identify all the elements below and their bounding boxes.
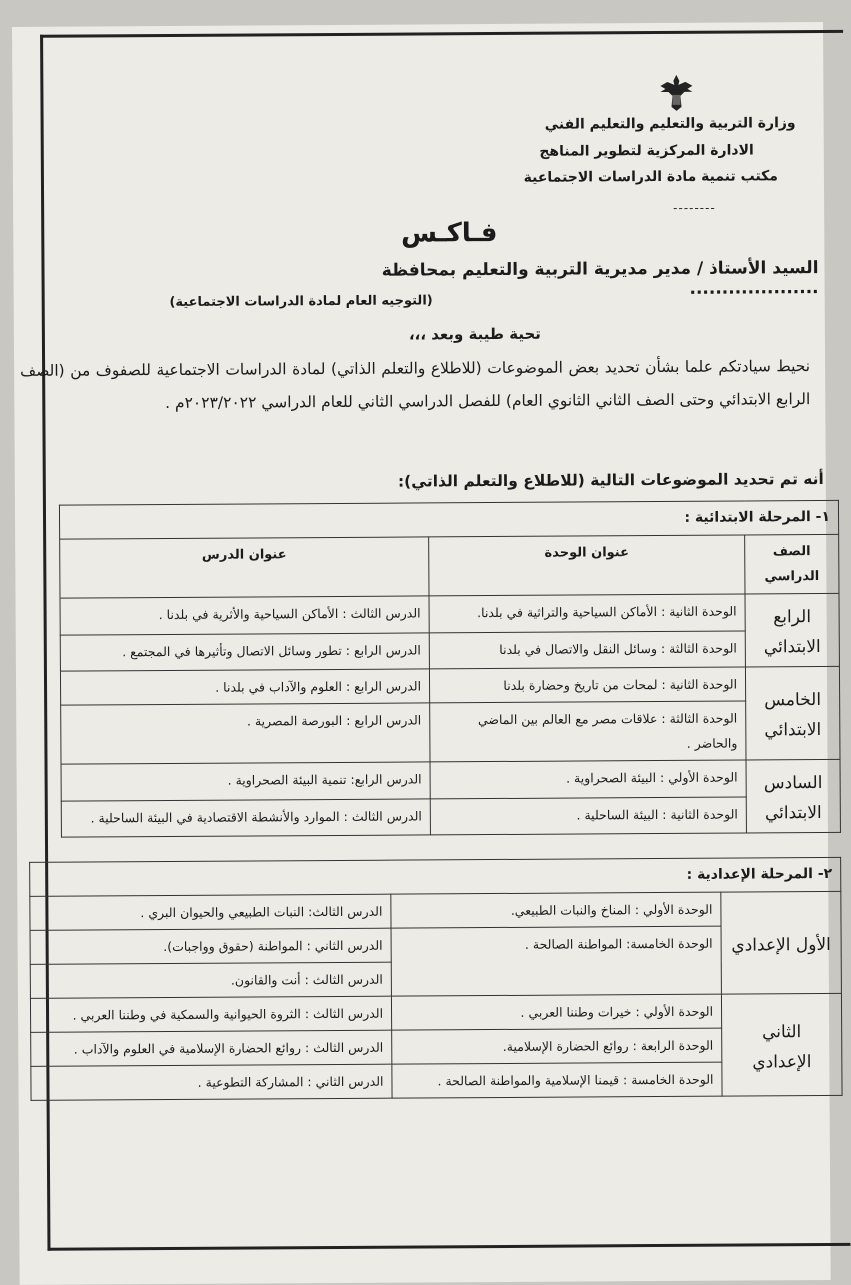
grade-cell: الرابع الابتدائي	[745, 593, 839, 667]
directorate-line: (التوجيه العام لمادة الدراسات الاجتماعية)	[169, 293, 433, 310]
lesson-cell: الدرس الثاني : المواطنة (حقوق وواجبات).	[30, 928, 391, 964]
document-sheet	[12, 22, 831, 1285]
grade-cell: الخامس الابتدائي	[745, 666, 840, 760]
unit-cell: الوحدة الثالثة : وسائل النقل والاتصال في بلدنا	[429, 630, 745, 668]
unit-cell: الوحدة الخامسة: المواطنة الصالحة .	[391, 926, 721, 996]
unit-cell: الوحدة الأولي : خيرات وطننا العربي .	[391, 994, 721, 1030]
lesson-cell: الدرس الثالث : روائع الحضارة الإسلامية في العلوم والآداب .	[31, 1030, 392, 1066]
preparatory-stage-table	[29, 857, 842, 1101]
lesson-cell: الدرس الثالث : الأماكن السياحية والأثرية في بلدنا .	[60, 596, 429, 635]
greeting: تحية طيبة وبعد ،،،	[408, 324, 541, 344]
primary-stage-table	[59, 500, 841, 838]
primary-stage-label: ١- المرحلة الابتدائية :	[59, 500, 838, 539]
unit-cell: الوحدة الأولي : البيئة الصحراوية .	[430, 760, 746, 798]
intro-paragraph: نحيط سيادتكم علما بشأن تحديد بعض الموضوعات (للاطلاع والتعلم الذاتي) لمادة الدراسات الاجتماعية للصفوف من (الصف الرابع الابتدائي وحتى الصف الثاني الثانوي العام) للفصل الدراسي الثاني للعام الدراسي ٢٠٢٣/٢٠٢٢م .	[20, 357, 811, 413]
table-row	[30, 925, 841, 964]
lesson-cell: الدرس الثالث : أنت والقانون.	[30, 962, 391, 998]
unit-cell: الوحدة الثانية : الأماكن السياحية والتراثية في بلدنا.	[429, 594, 745, 632]
ministry-name: وزارة التربية والتعليم والتعليم الفني	[544, 115, 796, 133]
department-name: الادارة المركزية لتطوير المناهج	[539, 142, 754, 160]
lesson-cell: الدرس الثاني : المشاركة التطوعية .	[31, 1064, 392, 1100]
eagle-emblem-icon	[658, 73, 694, 113]
lesson-cell: الدرس الرابع : تطور وسائل الاتصال وتأثيرها في المجتمع .	[60, 632, 429, 671]
unit-cell: الوحدة الرابعة : روائع الحضارة الإسلامية.	[392, 1028, 722, 1064]
table-row	[30, 891, 841, 930]
unit-cell: الوحدة الثانية : لمحات من تاريخ وحضارة بلدنا	[429, 667, 745, 703]
lesson-cell: الدرس الثالث : الثروة الحيوانية والسمكية في وطننا العربي .	[30, 996, 391, 1032]
table-row	[60, 630, 839, 671]
table-row	[31, 1027, 842, 1066]
office-name: مكتب تنمية مادة الدراسات الاجتماعية	[523, 168, 778, 186]
lesson-cell: الدرس الثالث: النبات الطبيعي والحيوان البري .	[30, 894, 391, 930]
table-row	[30, 993, 841, 1032]
preparatory-stage-label: ٢- المرحلة الإعدادية :	[30, 857, 841, 896]
header-grade: الصف الدراسي	[745, 534, 839, 594]
table-row	[61, 759, 840, 800]
grade-cell: السادس الابتدائي	[746, 759, 840, 833]
table-row	[60, 666, 839, 705]
grade-cell: الأول الإعدادي	[721, 891, 842, 994]
unit-cell: الوحدة الثانية : البيئة الساحلية .	[430, 796, 746, 834]
grade-cell: الثاني الإعدادي	[721, 993, 842, 1096]
header-unit: عنوان الوحدة	[429, 535, 745, 596]
unit-cell: الوحدة الأولي : المناخ والنبات الطبيعي.	[391, 892, 721, 928]
table-row	[31, 1061, 842, 1100]
lesson-cell: الدرس الثالث : الموارد والأنشطة الاقتصادية في البيئة الساحلية .	[61, 798, 430, 837]
lesson-cell: الدرس الرابع: تنمية البيئة الصحراوية .	[61, 762, 430, 801]
fax-title: فـاكـس	[400, 217, 498, 249]
lesson-cell: الدرس الرابع : العلوم والآداب في بلدنا .	[60, 669, 429, 705]
header-lesson: عنوان الدرس	[60, 537, 429, 598]
table-row	[61, 796, 840, 837]
decided-line: أنه تم تحديد الموضوعات التالية (للاطلاع والتعلم الذاتي):	[397, 470, 824, 491]
recipient-line: السيد الأستاذ / مدير مديرية التربية والتعليم بمحافظة ....................	[381, 258, 819, 299]
table-row	[61, 700, 840, 764]
table-row	[60, 593, 839, 634]
header-divider: --------	[673, 200, 716, 215]
unit-cell: الوحدة الخامسة : قيمنا الإسلامية والمواطنة الصالحة .	[392, 1062, 722, 1098]
unit-cell: الوحدة الثالثة : علاقات مصر مع العالم بين الماضي والحاضر .	[430, 701, 746, 762]
lesson-cell: الدرس الرابع : البورصة المصرية .	[61, 703, 430, 764]
